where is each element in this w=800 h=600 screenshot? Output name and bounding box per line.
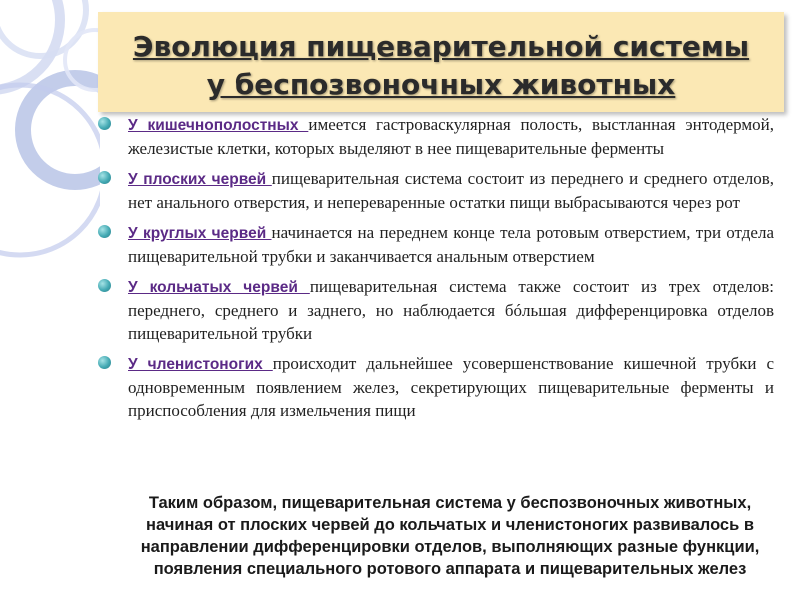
title-box bbox=[98, 12, 784, 112]
item-text: имеется гастроваскулярная полость, выстланная энтодермой, железистые клетки, которых выделяют в нее пищеварительные ферменты bbox=[128, 115, 774, 158]
bullet-list bbox=[96, 113, 774, 422]
item-term: У плоских червей bbox=[128, 171, 272, 188]
item-text: начинается на переднем конце тела ротовым отверстием, три отдела пищеварительной трубки и заканчивается анальным отверстием bbox=[128, 223, 774, 266]
teal-ball-bullet-icon bbox=[98, 171, 111, 184]
item-term: У членистоногих bbox=[128, 356, 273, 373]
item-term: У круглых червей bbox=[128, 225, 272, 242]
item-text: пищеварительная система также состоит из трех отделов: переднего, среднего и заднего, но наблюдается бóльшая дифференцировка отделов пищеварительной трубки bbox=[128, 277, 774, 343]
page-title bbox=[98, 28, 784, 104]
item-text: происходит дальнейшее усовершенствование кишечной трубки с одновременным появлением желез, секретирующих пищеварительные ферменты и приспособления для измельчения пищи bbox=[128, 354, 774, 420]
title-line-2: у беспозвоночных животных bbox=[206, 68, 676, 101]
item-term: У кольчатых червей bbox=[128, 279, 310, 296]
teal-ball-bullet-icon bbox=[98, 356, 111, 369]
item-text: пищеварительная система состоит из переднего и среднего отделов, нет анального отверстия, и непереваренные остатки пищи выбрасываются через рот bbox=[128, 169, 774, 212]
list-item bbox=[96, 221, 774, 268]
conclusion-text: Таким образом, пищеварительная система у беспозвоночных животных, начиная от плоских червей до кольчатых и членистоногих развивалось в направлении дифференцировки отделов, выполняющих разные функции, появления специального ротового аппарата и пищеварительных желез bbox=[140, 494, 760, 578]
title-line-1: Эволюция пищеварительной системы bbox=[132, 30, 750, 63]
list-item bbox=[96, 167, 774, 214]
list-item bbox=[96, 113, 774, 160]
teal-ball-bullet-icon bbox=[98, 279, 111, 292]
concentric-rings-decoration bbox=[0, 0, 100, 600]
teal-ball-bullet-icon bbox=[98, 117, 111, 130]
list-item bbox=[96, 275, 774, 345]
list-item bbox=[96, 352, 774, 422]
item-term: У кишечнополостных bbox=[128, 117, 309, 134]
teal-ball-bullet-icon bbox=[98, 225, 111, 238]
